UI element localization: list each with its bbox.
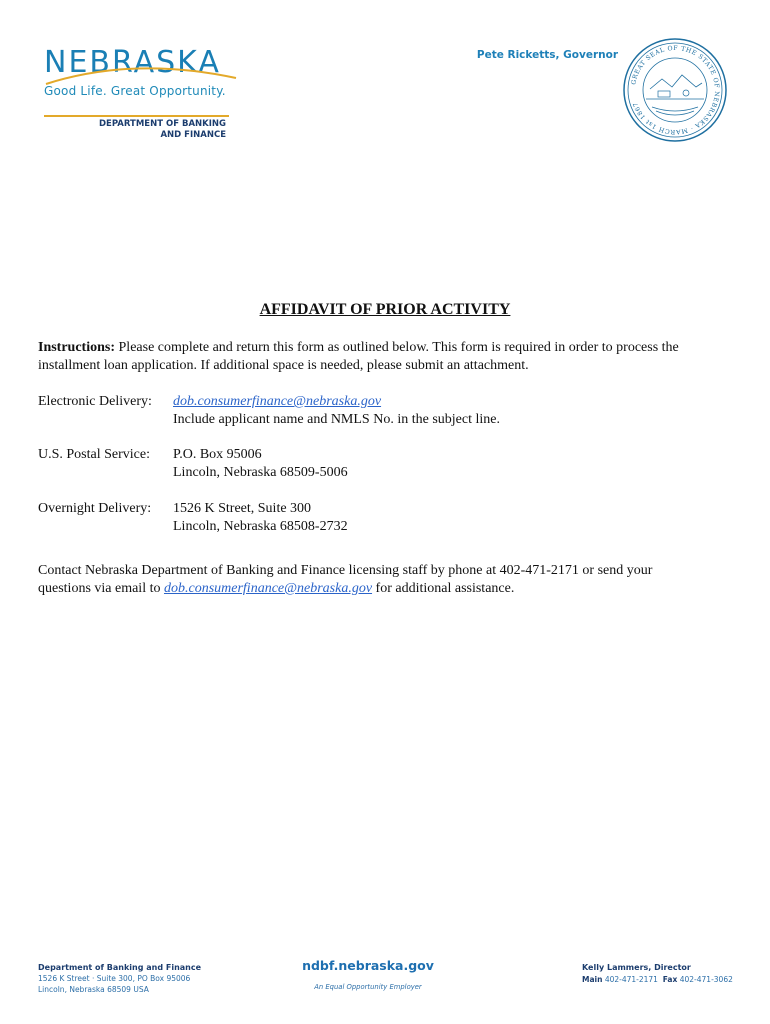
footer-director bbox=[582, 962, 733, 986]
footer-fax-number: 402-471-3062 bbox=[679, 975, 733, 984]
footer-phone-line bbox=[582, 973, 733, 986]
postal-address-line-1: P.O. Box 95006 bbox=[173, 447, 262, 462]
instructions-paragraph bbox=[38, 339, 738, 375]
footer-center bbox=[268, 958, 468, 991]
footer-address-line-2: Lincoln, Nebraska 68509 USA bbox=[38, 985, 149, 994]
overnight-delivery-label: Overnight Delivery: bbox=[38, 501, 152, 516]
svg-text:GREAT SEAL OF THE STATE OF NEB: GREAT SEAL OF THE STATE OF NEBRASKA · MARCH 1st 1867 bbox=[630, 44, 721, 136]
electronic-delivery-note: Include applicant name and NMLS No. in the subject line. bbox=[173, 412, 500, 427]
overnight-delivery-address bbox=[173, 500, 348, 536]
instructions-text-2: installment loan application. If additional space is needed, please submit an attachment. bbox=[38, 358, 529, 373]
footer-main-number: 402-471-2171 bbox=[604, 975, 658, 984]
instructions-text-1: Please complete and return this form as outlined below. This form is required in order to process the bbox=[115, 340, 679, 355]
footer-department-title: Department of Banking and Finance bbox=[38, 963, 202, 972]
nebraska-logo bbox=[44, 46, 244, 98]
postal-address-line-2: Lincoln, Nebraska 68509-5006 bbox=[173, 465, 348, 480]
instructions-label: Instructions: bbox=[38, 340, 116, 355]
contact-text-pre: questions via email to bbox=[38, 581, 164, 596]
department-line-2: AND FINANCE bbox=[160, 130, 226, 140]
state-seal-icon bbox=[622, 37, 728, 143]
postal-service-label: U.S. Postal Service: bbox=[38, 447, 150, 462]
contact-text-post: for additional assistance. bbox=[372, 581, 515, 596]
footer-main-label: Main bbox=[582, 975, 603, 984]
electronic-delivery-label: Electronic Delivery: bbox=[38, 394, 152, 409]
logo-tagline: Good Life. Great Opportunity. bbox=[44, 84, 226, 98]
logo-divider bbox=[44, 115, 229, 117]
electronic-email-link[interactable]: dob.consumerfinance@nebraska.gov bbox=[173, 394, 382, 409]
document-title: AFFIDAVIT OF PRIOR ACTIVITY bbox=[259, 301, 511, 318]
footer-address bbox=[38, 962, 201, 995]
footer-eoe-statement: An Equal Opportunity Employer bbox=[314, 983, 422, 991]
logo-wordmark: NEBRASKA bbox=[44, 45, 221, 80]
contact-line-1: Contact Nebraska Department of Banking and Finance licensing staff by phone at 402-471-2171 or send your bbox=[38, 563, 653, 578]
department-line-1: DEPARTMENT OF BANKING bbox=[99, 119, 226, 129]
footer-website-link[interactable]: ndbf.nebraska.gov bbox=[302, 958, 434, 973]
postal-service-address bbox=[173, 446, 348, 482]
overnight-address-line-2: Lincoln, Nebraska 68508-2732 bbox=[173, 519, 348, 534]
governor-name: Pete Ricketts, Governor bbox=[476, 49, 618, 61]
instructions-line-1 bbox=[38, 339, 738, 357]
department-name bbox=[80, 119, 226, 141]
footer-director-name: Kelly Lammers, Director bbox=[582, 963, 691, 972]
footer-address-line-1: 1526 K Street · Suite 300, PO Box 95006 bbox=[38, 974, 191, 983]
electronic-delivery-value bbox=[173, 393, 500, 429]
footer-fax-label: Fax bbox=[662, 975, 678, 984]
contact-paragraph bbox=[38, 562, 738, 598]
contact-email-link[interactable]: dob.consumerfinance@nebraska.gov bbox=[163, 581, 373, 596]
contact-line-2 bbox=[38, 580, 738, 598]
overnight-address-line-1: 1526 K Street, Suite 300 bbox=[173, 501, 312, 516]
logo-swoosh-icon bbox=[44, 60, 239, 90]
